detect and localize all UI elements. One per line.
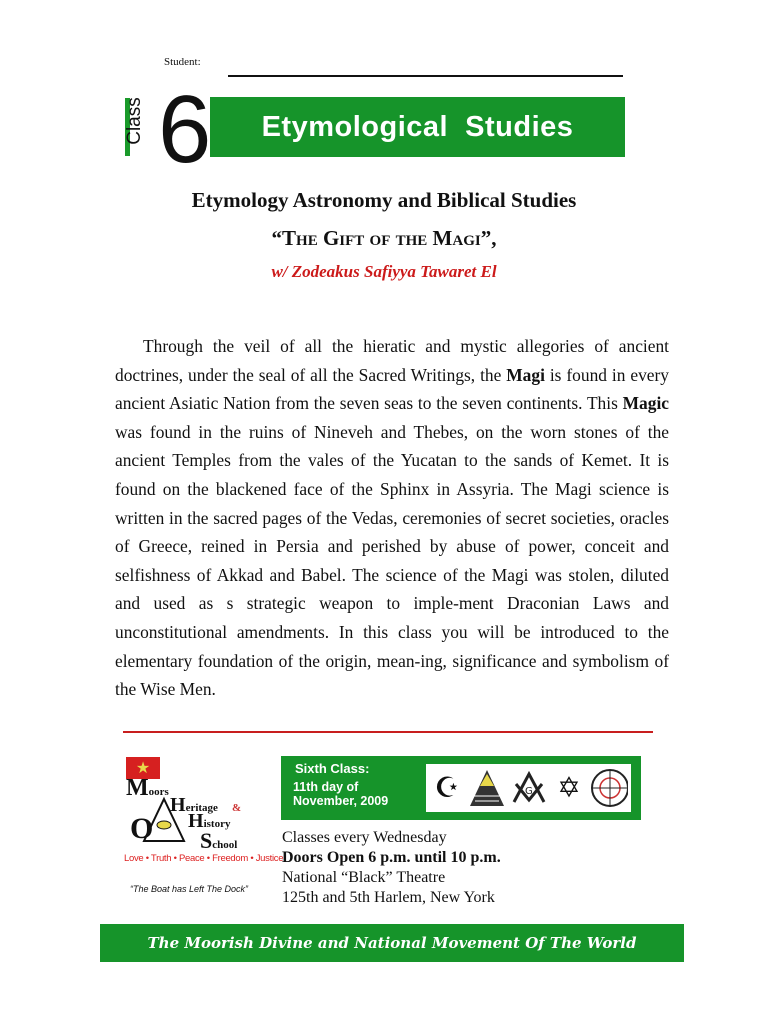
star-of-david-icon: ✡ — [557, 771, 581, 804]
logo-cap-h: H — [170, 794, 186, 816]
pyramid-eye-icon — [468, 768, 506, 808]
square-compass-icon — [510, 770, 548, 806]
symbol-strip — [426, 764, 631, 812]
logo-word-moors: oors — [148, 786, 169, 798]
logo-line-o — [130, 812, 153, 846]
class-number: 6 — [158, 76, 210, 183]
logo-line-moors — [126, 775, 169, 802]
body-paragraph — [115, 332, 669, 704]
info-schedule: Classes every Wednesday — [282, 829, 447, 846]
student-name-line — [228, 75, 623, 77]
zodiac-wheel-icon — [590, 768, 628, 808]
class-word: Class — [124, 97, 145, 145]
logo-cap-s: S — [200, 828, 213, 853]
moroccan-flag-icon: ★ — [126, 757, 160, 779]
crescent-star-icon: ☪ — [434, 771, 460, 804]
divider-rule — [123, 731, 653, 733]
logo-cap-h2: H — [188, 810, 204, 832]
body-text-part: Through the veil of all the hieratic and mystic allegories of ancient doctrines, under the seal of all the Sacred Writings, the — [115, 336, 669, 385]
logo-motto: Love • Truth • Peace • Freedom • Justice — [124, 853, 284, 864]
logo-word-history: istory — [203, 818, 231, 830]
body-bold-magi: Magi — [506, 364, 545, 385]
logo-cap-o: O — [130, 812, 154, 845]
body-bold-magic: Magic — [622, 393, 669, 414]
body-text-part: was found in the ruins of Nineveh and Thebes, on the worn stones of the ancient Temples from the vales of the Yucatan to the sands of Kemet. It is found on the blackened face of the Sphinx in Assyria. The Magi science is written in the sacred pages of the Vedas, ceremonies of secret societies, oracles of Greece, reined in Persia and perished by abuse of power, conceit and selfishness of Akkad and Babel. The science of the Magi was stolen, diluted and used as s strategic weapon to imple-ment Draconian Laws and unconstitutional amendments. In this class you will be introduced to the elementary foundation of the origin, mean-ing, significance and symbolism of the Wise Men. — [115, 421, 669, 700]
logo-line-school — [200, 828, 237, 854]
info-venue: National “Black” Theatre — [282, 869, 446, 886]
logo-cap-m: M — [126, 775, 149, 801]
logo-tagline: “The Boat has Left The Dock” — [130, 884, 249, 894]
body-text-part: is found in every ancient Asiatic Nation from the seven seas to the seven continents. This — [115, 364, 669, 414]
logo-word-school: chool — [212, 839, 238, 851]
student-label: Student: — [164, 56, 201, 68]
footer-banner: The Moorish Divine and National Movement Of The World — [100, 924, 684, 962]
subtitle: Etymology Astronomy and Biblical Studies — [191, 188, 577, 212]
presenter-line: w/ Zodeakus Safiyya Tawaret El — [271, 262, 497, 281]
svg-text:G: G — [525, 786, 533, 797]
info-address: 125th and 5th Harlem, New York — [282, 889, 495, 906]
logo-ampersand: & — [231, 802, 242, 814]
info-hours: Doors Open 6 p.m. until 10 p.m. — [282, 849, 501, 866]
logo-word-heritage: eritage — [185, 802, 218, 814]
title-banner: Etymological Studies — [210, 97, 625, 157]
lesson-title: “The Gift of the Magi”, — [271, 226, 497, 250]
event-date: 11th day of November, 2009 — [293, 780, 389, 808]
event-label: Sixth Class: — [295, 761, 370, 776]
